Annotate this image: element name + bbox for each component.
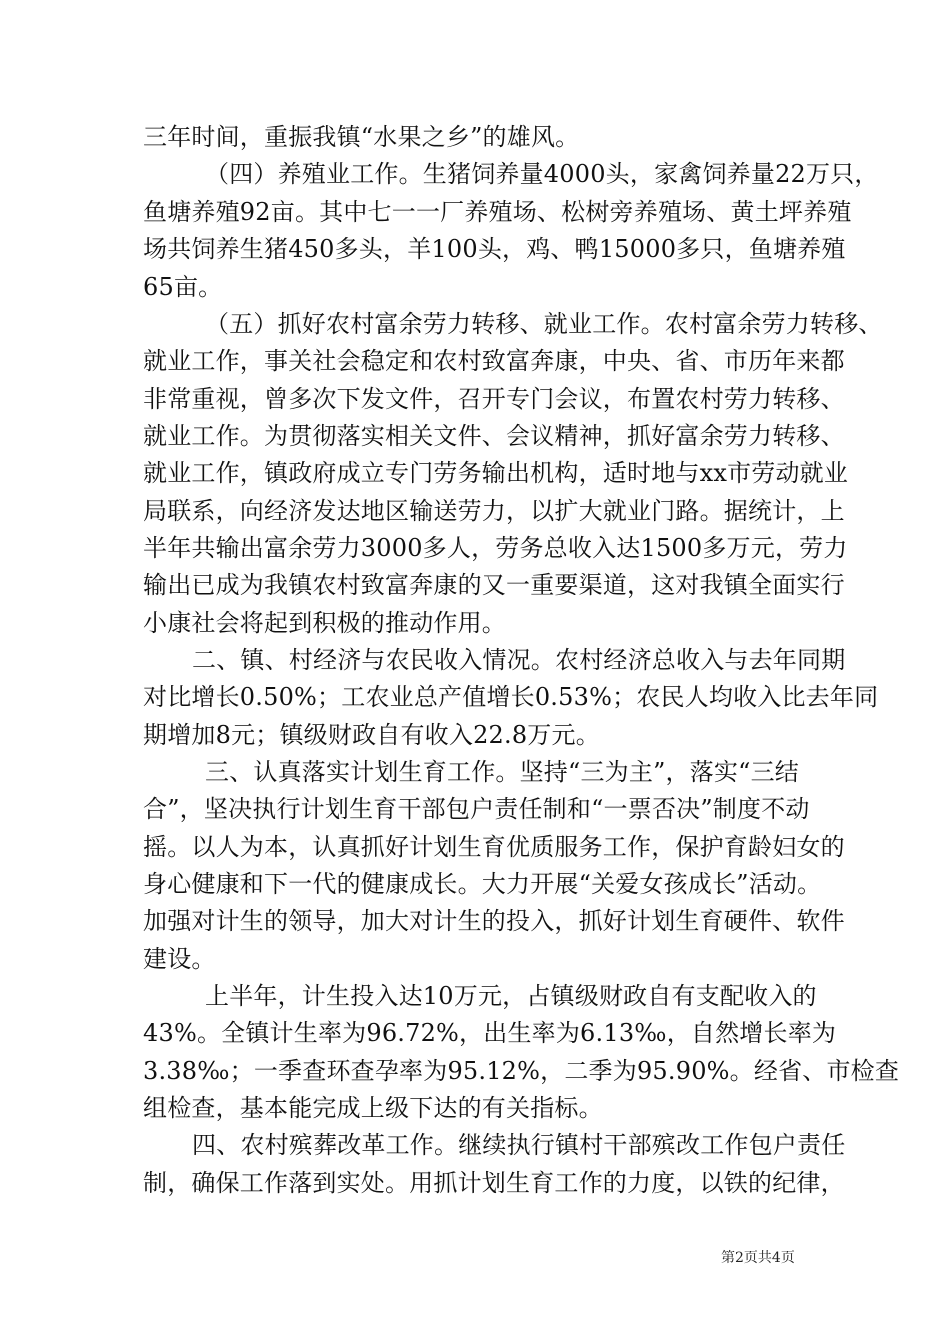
text-line: 加强对计生的领导，加大对计生的投入，抓好计划生育硬件、软件 [143,907,845,935]
text-line: 四、农村殡葬改革工作。继续执行镇村干部殡改工作包户责任 [192,1131,846,1159]
text-line: 65亩。 [143,273,223,301]
text-line: 三、认真落实计划生育工作。坚持“三为主”，落实“三结 [205,758,800,786]
text-line: 输出已成为我镇农村致富奔康的又一重要渠道，这对我镇全面实行 [143,571,845,599]
text-line: 就业工作，镇政府成立专门劳务输出机构，适时地与xx市劳动就业 [143,459,849,487]
text-line: 就业工作。为贯彻落实相关文件、会议精神，抓好富余劳力转移、 [143,422,845,450]
text-line: 3.38‰；一季查环查孕率为95.12%，二季为95.90%。经省、市检查 [143,1057,900,1085]
text-line: 合”，坚决执行计划生育干部包户责任制和“一票否决”制度不动 [143,795,810,823]
text-line: （四）养殖业工作。生猪饲养量4000头，家禽饲养量22万只， [205,160,879,188]
text-line: 组检查，基本能完成上级下达的有关指标。 [143,1094,603,1122]
text-line: 场共饲养生猪450多头，羊100头，鸡、鸭15000多只，鱼塘养殖 [143,235,846,263]
text-line: 半年共输出富余劳力3000多人，劳务总收入达1500多万元，劳力 [143,534,848,562]
page-number: 第2页共4页 [721,1250,795,1266]
text-line: 鱼塘养殖92亩。其中七一一厂养殖场、松树旁养殖场、黄土坪养殖 [143,198,852,226]
text-line: 43%。全镇计生率为96.72%，出生率为6.13‰，自然增长率为 [143,1019,837,1047]
text-line: 建设。 [143,945,216,973]
text-line: 摇。以人为本，认真抓好计划生育优质服务工作，保护育龄妇女的 [143,833,845,861]
text-line: （五）抓好农村富余劳力转移、就业工作。农村富余劳力转移、 [205,310,883,338]
text-line: 身心健康和下一代的健康成长。大力开展“关爱女孩成长”活动。 [143,870,822,898]
text-line: 二、镇、村经济与农民收入情况。农村经济总收入与去年同期 [192,646,846,674]
text-line: 三年时间，重振我镇“水果之乡”的雄风。 [143,123,580,151]
text-line: 小康社会将起到积极的推动作用。 [143,609,506,637]
text-line: 就业工作，事关社会稳定和农村致富奔康，中央、省、市历年来都 [143,347,845,375]
text-line: 期增加8元；镇级财政自有收入22.8万元。 [143,721,600,749]
text-line: 对比增长0.50%；工农业总产值增长0.53%；农民人均收入比去年同 [143,683,879,711]
text-line: 非常重视，曾多次下发文件，召开专门会议，布置农村劳力转移、 [143,385,845,413]
text-line: 局联系，向经济发达地区输送劳力，以扩大就业门路。据统计，上 [143,497,845,525]
text-line: 制，确保工作落到实处。用抓计划生育工作的力度，以铁的纪律， [143,1169,845,1197]
text-line: 上半年，计生投入达10万元，占镇级财政自有支配收入的 [205,982,817,1010]
